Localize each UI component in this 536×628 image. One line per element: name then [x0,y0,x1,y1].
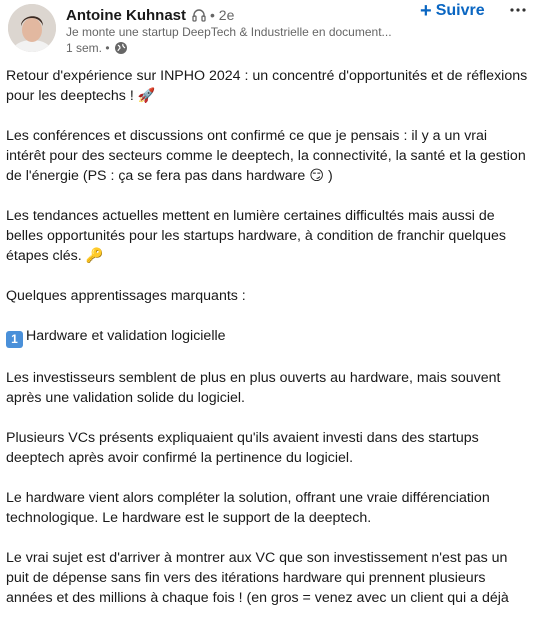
post-header [0,0,536,60]
post-paragraph [6,548,530,608]
rocket-icon: 🚀 [137,88,156,104]
paragraph-text: Les investisseurs semblent de plus en plus ouverts au hardware, mais souvent après une validation solide du logiciel. [6,370,501,406]
post-paragraph [6,488,530,528]
post-paragraph [6,126,530,186]
post-meta [66,40,128,56]
smirk-icon: 😏 [309,168,324,184]
paragraph-text: ) [327,168,333,184]
author-headline: Je monte une startup DeepTech & Industrielle en document... [66,25,392,39]
post-paragraph [6,286,530,306]
paragraph-text: Plusieurs VCs présents expliquaient qu'ils avaient investi dans des startups deeptech après avoir confirmé la pertinence du logiciel. [6,430,479,466]
author-name[interactable]: Antoine Kuhnast [66,6,186,24]
more-horizontal-icon [509,7,527,13]
post-time: 1 sem. • [66,41,110,55]
paragraph-text: Les conférences et discussions ont confirmé ce que je pensais : il y a un vrai intérêt pour des secteurs comme le deeptech, la connectivité, la santé et la gestion de l'énergie (PS : ça se fera pas dans hardware [6,128,526,184]
post-paragraph [6,66,530,106]
follow-label: Suivre [435,2,485,19]
author-line [66,5,234,25]
follow-button[interactable] [420,0,485,22]
avatar-image [8,4,56,52]
paragraph-text: Quelques apprentissages marquants : [6,288,246,304]
avatar[interactable] [8,4,56,52]
globe-icon [114,41,128,55]
connection-degree: • 2e [210,7,235,23]
paragraph-text: Les tendances actuelles mettent en lumière certaines difficultés mais aussi de belles opportunités pour les startups hardware, à condition de franchir quelques étapes clés. [6,208,507,264]
post-paragraph [6,206,530,266]
post-body [6,66,530,628]
keycap-one-icon: 1 [6,331,23,348]
key-icon: 🔑 [85,248,104,264]
paragraph-text: Le hardware vient alors compléter la solution, offrant une vraie différenciation technologique. Le hardware est le support de la deeptech. [6,490,490,526]
post-paragraph [6,326,530,348]
paragraph-text: Le vrai sujet est d'arriver à montrer aux VC que son investissement n'est pas un puit de dépense sans fin vers des itérations hardware qui prennent plusieurs années et des millions à chaque fois ! (en gros = venez avec un client qui a déjà [6,550,509,606]
plus-icon: + [420,0,432,22]
post-paragraph [6,368,530,408]
more-options-button[interactable] [506,0,530,20]
paragraph-text: Hardware et validation logicielle [26,328,226,344]
headphone-icon [191,7,207,23]
post-paragraph [6,428,530,468]
paragraph-text: Retour d'expérience sur INPHO 2024 : un concentré d'opportunités et de réflexions pour les deeptechs ! [6,68,528,104]
